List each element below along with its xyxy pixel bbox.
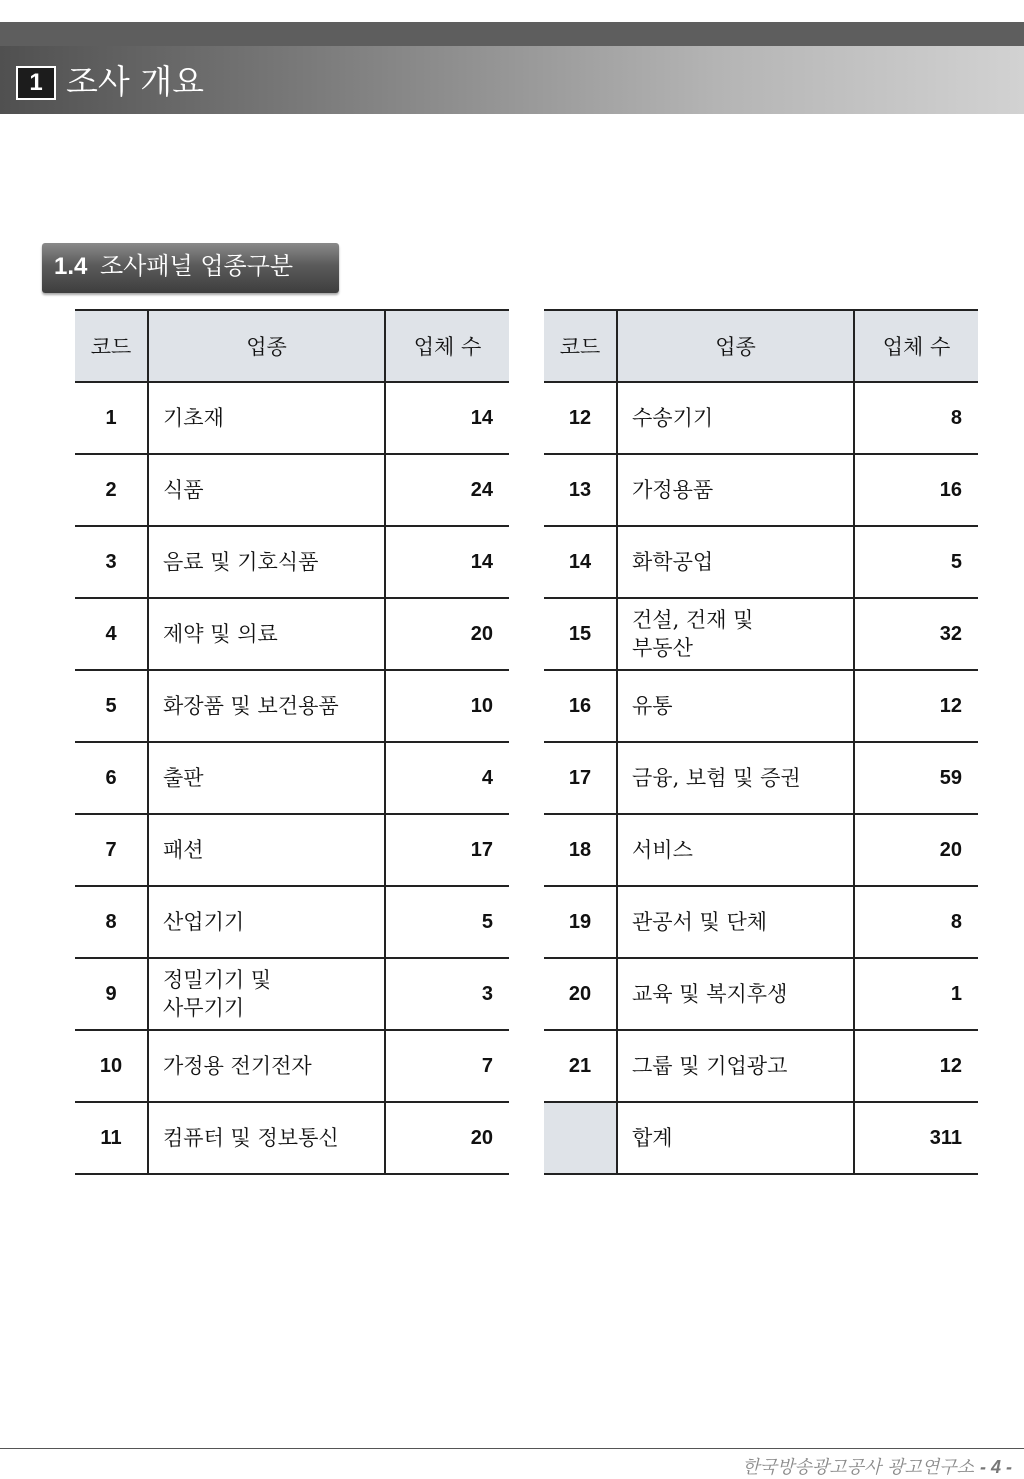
- row-code: 20: [544, 958, 617, 1030]
- row-code: 13: [544, 454, 617, 526]
- row-code: 3: [75, 526, 148, 598]
- table-row: [544, 742, 978, 814]
- row-code: 4: [75, 598, 148, 670]
- row-industry: 교육 및 복지후생: [617, 958, 854, 1030]
- row-count: 20: [385, 1102, 509, 1174]
- table-row: [544, 382, 978, 454]
- row-count: 5: [385, 886, 509, 958]
- table-row: [75, 814, 509, 886]
- row-count: 20: [854, 814, 978, 886]
- row-count: 1: [854, 958, 978, 1030]
- row-industry: 수송기기: [617, 382, 854, 454]
- row-industry: 화장품 및 보건용품: [148, 670, 385, 742]
- row-code: 17: [544, 742, 617, 814]
- table-row: [75, 1102, 509, 1174]
- row-code: 10: [75, 1030, 148, 1102]
- row-count: 3: [385, 958, 509, 1030]
- row-count: 8: [854, 886, 978, 958]
- row-count: 32: [854, 598, 978, 670]
- row-industry: 가정용 전기전자: [148, 1030, 385, 1102]
- table-row: [75, 526, 509, 598]
- row-code: 21: [544, 1030, 617, 1102]
- table-body-right: [544, 382, 978, 1174]
- row-code: 19: [544, 886, 617, 958]
- row-code: 15: [544, 598, 617, 670]
- row-industry: 패션: [148, 814, 385, 886]
- table-body-left: [75, 382, 509, 1174]
- row-industry: 제약 및 의료: [148, 598, 385, 670]
- chapter-number: 1: [16, 66, 56, 100]
- industry-table-right: [544, 309, 978, 1175]
- table-row: [544, 598, 978, 670]
- row-count: 17: [385, 814, 509, 886]
- row-code: 9: [75, 958, 148, 1030]
- row-count: 59: [854, 742, 978, 814]
- section-title: 조사패널 업종구분: [100, 252, 294, 280]
- row-code: 14: [544, 526, 617, 598]
- row-count: 7: [385, 1030, 509, 1102]
- header-code: 코드: [544, 310, 617, 382]
- row-code: 1: [75, 382, 148, 454]
- row-code: 6: [75, 742, 148, 814]
- table-header-row: [75, 310, 509, 382]
- row-count: 16: [854, 454, 978, 526]
- header-count: 업체 수: [854, 310, 978, 382]
- table-row: [75, 958, 509, 1030]
- row-industry: 정밀기기 및 사무기기: [148, 958, 385, 1030]
- row-industry: 산업기기: [148, 886, 385, 958]
- row-industry: 기초재: [148, 382, 385, 454]
- row-count: 24: [385, 454, 509, 526]
- table-row: [75, 886, 509, 958]
- section-number: 1.4: [54, 253, 88, 280]
- row-industry: 가정용품: [617, 454, 854, 526]
- row-code: 11: [75, 1102, 148, 1174]
- row-count: 12: [854, 1030, 978, 1102]
- chapter-banner: [0, 46, 1024, 114]
- table-row: [544, 1030, 978, 1102]
- row-industry: 출판: [148, 742, 385, 814]
- footer-divider: [0, 1448, 1024, 1449]
- row-count: 4: [385, 742, 509, 814]
- footer-page-number: - 4 -: [979, 1457, 1012, 1477]
- section-heading: [42, 243, 339, 293]
- row-industry: 합계: [617, 1102, 854, 1174]
- row-count: 12: [854, 670, 978, 742]
- industry-table-left: [75, 309, 509, 1175]
- row-code: [544, 1102, 617, 1174]
- row-code: 12: [544, 382, 617, 454]
- row-industry: 건설, 건재 및 부동산: [617, 598, 854, 670]
- row-count: 8: [854, 382, 978, 454]
- row-industry: 그룹 및 기업광고: [617, 1030, 854, 1102]
- row-industry: 관공서 및 단체: [617, 886, 854, 958]
- row-industry: 식품: [148, 454, 385, 526]
- table-row: [544, 526, 978, 598]
- row-count: 14: [385, 526, 509, 598]
- top-bar: [0, 22, 1024, 46]
- table-row: [544, 670, 978, 742]
- row-code: 7: [75, 814, 148, 886]
- row-code: 16: [544, 670, 617, 742]
- table-row: [544, 958, 978, 1030]
- footer-org: 한국방송광고공사 광고연구소: [742, 1457, 974, 1478]
- header-count: 업체 수: [385, 310, 509, 382]
- row-code: 8: [75, 886, 148, 958]
- table-row: [75, 742, 509, 814]
- row-code: 2: [75, 454, 148, 526]
- row-count: 20: [385, 598, 509, 670]
- header-industry: 업종: [148, 310, 385, 382]
- chapter-title: 조사 개요: [66, 62, 205, 101]
- table-row: [544, 454, 978, 526]
- header-code: 코드: [75, 310, 148, 382]
- table-row: [75, 382, 509, 454]
- table-row: [75, 598, 509, 670]
- row-count: 311: [854, 1102, 978, 1174]
- row-industry: 화학공업: [617, 526, 854, 598]
- row-industry: 유통: [617, 670, 854, 742]
- row-industry: 금융, 보험 및 증권: [617, 742, 854, 814]
- total-row: [544, 1102, 978, 1174]
- table-row: [544, 814, 978, 886]
- row-count: 5: [854, 526, 978, 598]
- footer: [742, 1453, 1012, 1479]
- table-row: [544, 886, 978, 958]
- row-industry: 컴퓨터 및 정보통신: [148, 1102, 385, 1174]
- row-code: 5: [75, 670, 148, 742]
- row-industry: 서비스: [617, 814, 854, 886]
- row-code: 18: [544, 814, 617, 886]
- header-industry: 업종: [617, 310, 854, 382]
- row-industry: 음료 및 기호식품: [148, 526, 385, 598]
- table-header-row: [544, 310, 978, 382]
- table-row: [75, 454, 509, 526]
- row-count: 10: [385, 670, 509, 742]
- table-row: [75, 670, 509, 742]
- row-count: 14: [385, 382, 509, 454]
- table-row: [75, 1030, 509, 1102]
